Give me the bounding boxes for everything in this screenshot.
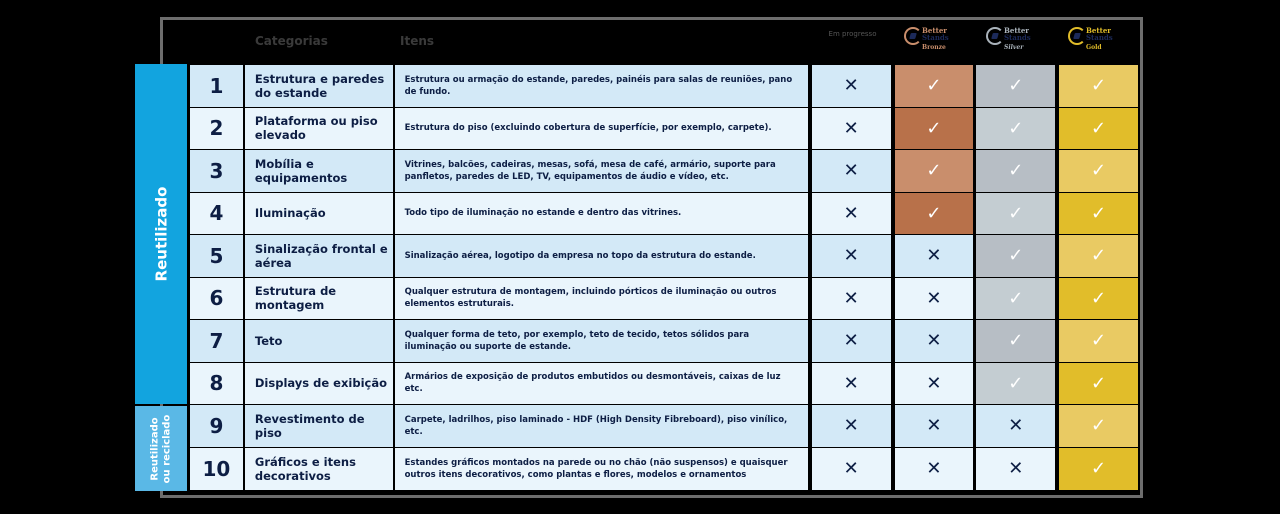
cross-icon: ✕ <box>812 65 891 107</box>
logo-bronze <box>896 24 975 58</box>
side-label-text <box>149 414 173 483</box>
check-icon: ✓ <box>1059 448 1138 491</box>
better-stands-logo-icon <box>1068 27 1086 45</box>
row-number: 2 <box>190 108 245 150</box>
row-number: 8 <box>190 363 245 405</box>
cross-icon: ✕ <box>812 363 891 405</box>
category-cell: Sinalização frontal e aérea <box>245 235 395 277</box>
logo-text: Better <box>1086 26 1111 35</box>
cross-icon: ✕ <box>812 278 891 320</box>
check-icon: ✓ <box>895 150 974 192</box>
table-row <box>190 448 1138 491</box>
cross-icon: ✕ <box>895 235 974 277</box>
tier-label: Gold <box>1086 44 1102 51</box>
check-icon: ✓ <box>1059 193 1138 235</box>
items-cell: Estrutura ou armação do estande, paredes, painéis para salas de reuniões, pano de fundo. <box>395 65 808 107</box>
cross-icon: ✕ <box>976 405 1055 447</box>
header-items: Itens <box>400 34 435 48</box>
check-icon: ✓ <box>976 278 1055 320</box>
category-cell: Plataforma ou piso elevado <box>245 108 395 150</box>
cross-icon: ✕ <box>812 320 891 362</box>
row-number: 1 <box>190 65 245 107</box>
table-row <box>190 108 1138 151</box>
check-icon: ✓ <box>1059 363 1138 405</box>
table-row <box>190 235 1138 278</box>
table-row <box>190 320 1138 363</box>
header-categories: Categorias <box>255 34 328 48</box>
table-row <box>190 278 1138 321</box>
cross-icon: ✕ <box>812 193 891 235</box>
check-icon: ✓ <box>895 108 974 150</box>
logo-text: Stands <box>1004 33 1031 42</box>
logo-text: Better <box>1004 26 1029 35</box>
items-cell: Estandes gráficos montados na parede ou no chão (não suspensos) e quaisquer outros itens decorativos, como plantas e flores, modelos e ornamentos <box>395 448 808 491</box>
cross-icon: ✕ <box>976 448 1055 491</box>
cross-icon: ✕ <box>812 448 891 491</box>
row-number: 9 <box>190 405 245 447</box>
category-cell: Mobília e equipamentos <box>245 150 395 192</box>
check-icon: ✓ <box>1059 320 1138 362</box>
check-icon: ✓ <box>1059 405 1138 447</box>
cross-icon: ✕ <box>812 108 891 150</box>
items-cell: Qualquer estrutura de montagem, incluindo pórticos de iluminação ou outros elementos estruturais. <box>395 278 808 320</box>
cross-icon: ✕ <box>895 278 974 320</box>
table-row <box>190 65 1138 108</box>
table-row <box>190 150 1138 193</box>
table-row <box>190 193 1138 236</box>
side-label-line: ou reciclado <box>161 414 173 483</box>
cross-icon: ✕ <box>895 405 974 447</box>
category-cell: Estrutura e paredes do estande <box>245 65 395 107</box>
better-stands-logo-icon <box>986 27 1004 45</box>
side-label-reused <box>135 64 187 404</box>
category-cell: Estrutura de montagem <box>245 278 395 320</box>
side-label-reused-or-recycled <box>135 406 187 491</box>
category-cell: Teto <box>245 320 395 362</box>
category-cell: Revestimento de piso <box>245 405 395 447</box>
items-cell: Armários de exposição de produtos embutidos ou desmontáveis, caixas de luz etc. <box>395 363 808 405</box>
items-cell: Vitrines, balcões, cadeiras, mesas, sofá, mesa de café, armário, suporte para panfletos, paredes de LED, TV, equipamentos de áudio e vídeo, etc. <box>395 150 808 192</box>
logo-text: Stands <box>1086 33 1113 42</box>
table-row <box>190 405 1138 448</box>
logo-silver <box>978 24 1057 58</box>
criteria-table <box>190 65 1138 490</box>
table-row <box>190 363 1138 406</box>
check-icon: ✓ <box>976 65 1055 107</box>
items-cell: Qualquer forma de teto, por exemplo, teto de tecido, tetos sólidos para iluminação ou suporte de estande. <box>395 320 808 362</box>
items-cell: Sinalização aérea, logotipo da empresa no topo da estrutura do estande. <box>395 235 808 277</box>
logo-gold <box>1060 24 1139 58</box>
check-icon: ✓ <box>895 193 974 235</box>
row-number: 7 <box>190 320 245 362</box>
items-cell: Todo tipo de iluminação no estande e dentro das vitrines. <box>395 193 808 235</box>
check-icon: ✓ <box>976 235 1055 277</box>
logo-text: Stands <box>922 33 949 42</box>
tier-label: Bronze <box>922 44 946 51</box>
check-icon: ✓ <box>1059 235 1138 277</box>
check-icon: ✓ <box>1059 150 1138 192</box>
row-number: 6 <box>190 278 245 320</box>
category-cell: Displays de exibição <box>245 363 395 405</box>
items-cell: Carpete, ladrilhos, piso laminado - HDF (High Density Fibreboard), piso vinílico, etc. <box>395 405 808 447</box>
side-label-text: Reutilizado <box>152 186 170 282</box>
category-cell: Iluminação <box>245 193 395 235</box>
check-icon: ✓ <box>976 108 1055 150</box>
check-icon: ✓ <box>976 150 1055 192</box>
row-number: 4 <box>190 193 245 235</box>
category-cell: Gráficos e itens decorativos <box>245 448 395 491</box>
logo-text: Better <box>922 26 947 35</box>
check-icon: ✓ <box>895 65 974 107</box>
check-icon: ✓ <box>976 363 1055 405</box>
cross-icon: ✕ <box>895 448 974 491</box>
check-icon: ✓ <box>976 193 1055 235</box>
row-number: 3 <box>190 150 245 192</box>
better-stands-logo-icon <box>904 27 922 45</box>
cross-icon: ✕ <box>895 320 974 362</box>
row-number: 10 <box>190 448 245 491</box>
cross-icon: ✕ <box>895 363 974 405</box>
row-number: 5 <box>190 235 245 277</box>
check-icon: ✓ <box>1059 65 1138 107</box>
tier-label: Silver <box>1004 44 1024 51</box>
header-in-progress: Em progresso <box>828 30 877 38</box>
cross-icon: ✕ <box>812 150 891 192</box>
check-icon: ✓ <box>976 320 1055 362</box>
check-icon: ✓ <box>1059 108 1138 150</box>
items-cell: Estrutura do piso (excluindo cobertura de superfície, por exemplo, carpete). <box>395 108 808 150</box>
check-icon: ✓ <box>1059 278 1138 320</box>
cross-icon: ✕ <box>812 235 891 277</box>
side-label-line: Reutilizado <box>149 416 161 481</box>
cross-icon: ✕ <box>812 405 891 447</box>
